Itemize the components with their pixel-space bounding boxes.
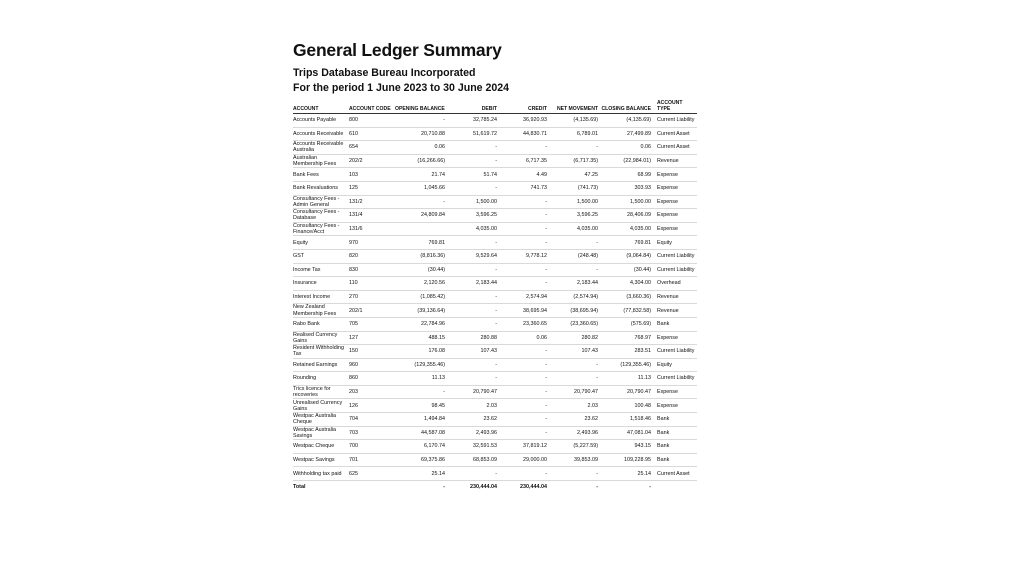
cell-account-code: 103 (349, 168, 395, 182)
cell-debit: 2,183.44 (448, 277, 500, 291)
cell-closing-balance: 769.81 (601, 236, 654, 250)
cell-account-code: 830 (349, 263, 395, 277)
cell-credit: - (500, 399, 550, 413)
cell-net-movement: - (550, 141, 601, 155)
table-row (293, 426, 697, 440)
cell-debit: - (448, 358, 500, 372)
cell-net-movement: - (550, 236, 601, 250)
cell-closing-balance: 283.51 (601, 345, 654, 359)
cell-account: Income Tax (293, 263, 349, 277)
cell-account-type: Expense (654, 168, 697, 182)
table-row (293, 141, 697, 155)
cell-credit: 2,574.94 (500, 290, 550, 304)
cell-debit: - (448, 372, 500, 386)
cell-credit: - (500, 236, 550, 250)
report (293, 38, 697, 494)
cell-credit: 4.49 (500, 168, 550, 182)
cell-opening-balance: 21.74 (395, 168, 448, 182)
cell-closing-balance: 303.93 (601, 181, 654, 195)
total-row (293, 481, 697, 495)
cell-credit: - (500, 413, 550, 427)
cell-closing-balance: 20,790.47 (601, 385, 654, 399)
cell-closing-balance: (3,660.36) (601, 290, 654, 304)
cell-account-type: Bank (654, 317, 697, 331)
table-row (293, 277, 697, 291)
cell-credit: - (500, 222, 550, 236)
table-row (293, 331, 697, 345)
cell-net-movement: - (550, 372, 601, 386)
cell-account: Retained Earnings (293, 358, 349, 372)
cell-account: Resident Withholding Tax (293, 345, 349, 359)
table-row (293, 236, 697, 250)
cell-account-code: 960 (349, 358, 395, 372)
cell-credit: 6,717.35 (500, 154, 550, 168)
cell-account: Trics licence for recoveries (293, 385, 349, 399)
cell-opening-balance: 20,710.88 (395, 127, 448, 141)
cell-account-type: Expense (654, 385, 697, 399)
cell-account-type: Current Asset (654, 141, 697, 155)
table-row (293, 358, 697, 372)
cell-opening-balance: (1,085.42) (395, 290, 448, 304)
cell-net-movement: 20,790.47 (550, 385, 601, 399)
cell-closing-balance: (9,064.84) (601, 249, 654, 263)
cell-debit: 1,500.00 (448, 195, 500, 209)
table-row (293, 440, 697, 454)
cell-debit: 107.43 (448, 345, 500, 359)
cell-account: Rounding (293, 372, 349, 386)
cell-account-type: Revenue (654, 290, 697, 304)
cell-account-type: Bank (654, 453, 697, 467)
cell-closing-balance: 1,500.00 (601, 195, 654, 209)
cell-opening-balance: - (395, 195, 448, 209)
cell-credit: - (500, 141, 550, 155)
cell-closing-balance: 109,228.95 (601, 453, 654, 467)
cell-account-type: Current Liability (654, 114, 697, 128)
cell-account-type: Expense (654, 222, 697, 236)
cell-opening-balance: 24,809.84 (395, 209, 448, 223)
cell-net-movement: 1,500.00 (550, 195, 601, 209)
cell-credit: - (500, 467, 550, 481)
cell-account-code: 705 (349, 317, 395, 331)
header-closing-balance: CLOSING BALANCE (601, 98, 654, 114)
cell-net-movement: 280.82 (550, 331, 601, 345)
cell-debit: 3,596.25 (448, 209, 500, 223)
total-cell-net-movement: - (550, 481, 601, 495)
cell-net-movement: 2,183.44 (550, 277, 601, 291)
cell-opening-balance: 488.15 (395, 331, 448, 345)
cell-net-movement: (248.48) (550, 249, 601, 263)
cell-account: Bank Revaluations (293, 181, 349, 195)
cell-opening-balance: (8,816.36) (395, 249, 448, 263)
cell-debit: - (448, 154, 500, 168)
cell-net-movement: 39,853.09 (550, 453, 601, 467)
cell-account-code: 860 (349, 372, 395, 386)
total-cell-closing-balance: - (601, 481, 654, 495)
cell-account-type: Equity (654, 236, 697, 250)
table-row (293, 114, 697, 128)
cell-account: Westpac Cheque (293, 440, 349, 454)
cell-debit: 280.88 (448, 331, 500, 345)
cell-account: Equity (293, 236, 349, 250)
cell-account-code: 654 (349, 141, 395, 155)
cell-account-code: 125 (349, 181, 395, 195)
cell-account-type: Current Liability (654, 372, 697, 386)
cell-credit: 44,830.71 (500, 127, 550, 141)
cell-debit: - (448, 141, 500, 155)
cell-closing-balance: 1,518.46 (601, 413, 654, 427)
cell-closing-balance: (129,355.46) (601, 358, 654, 372)
cell-account-code: 800 (349, 114, 395, 128)
cell-debit: 2,493.96 (448, 426, 500, 440)
table-row (293, 209, 697, 223)
cell-opening-balance: 25.14 (395, 467, 448, 481)
cell-opening-balance: 176.08 (395, 345, 448, 359)
cell-net-movement: 3,596.25 (550, 209, 601, 223)
cell-closing-balance: (22,984.01) (601, 154, 654, 168)
table-row (293, 195, 697, 209)
cell-account-code: 970 (349, 236, 395, 250)
table-row (293, 467, 697, 481)
cell-debit: 23.62 (448, 413, 500, 427)
header-account-code: ACCOUNT CODE (349, 98, 395, 114)
cell-credit: 741.73 (500, 181, 550, 195)
cell-closing-balance: 4,035.00 (601, 222, 654, 236)
report-title: General Ledger Summary (293, 40, 502, 60)
cell-debit: 2.03 (448, 399, 500, 413)
cell-opening-balance: 98.45 (395, 399, 448, 413)
table-row (293, 345, 697, 359)
cell-account-code: 625 (349, 467, 395, 481)
cell-account-code: 820 (349, 249, 395, 263)
cell-closing-balance: 100.48 (601, 399, 654, 413)
cell-account: Australian Membership Fees (293, 154, 349, 168)
cell-closing-balance: (30.44) (601, 263, 654, 277)
cell-account: Realised Currency Gains (293, 331, 349, 345)
cell-opening-balance: 22,784.96 (395, 317, 448, 331)
cell-debit: 68,853.09 (448, 453, 500, 467)
cell-credit: 36,920.93 (500, 114, 550, 128)
cell-account-type: Bank (654, 440, 697, 454)
cell-opening-balance: - (395, 385, 448, 399)
cell-closing-balance: 27,499.89 (601, 127, 654, 141)
cell-closing-balance: 28,406.09 (601, 209, 654, 223)
cell-closing-balance: (4,135.69) (601, 114, 654, 128)
cell-account: Withholding tax paid (293, 467, 349, 481)
cell-account-code: 110 (349, 277, 395, 291)
cell-opening-balance: 44,587.08 (395, 426, 448, 440)
cell-net-movement: 2,493.96 (550, 426, 601, 440)
cell-account-code: 610 (349, 127, 395, 141)
cell-net-movement: 23.62 (550, 413, 601, 427)
cell-net-movement: 47.25 (550, 168, 601, 182)
total-cell-account: Total (293, 481, 349, 495)
cell-opening-balance (395, 222, 448, 236)
total-cell-opening-balance: - (395, 481, 448, 495)
cell-opening-balance: 1,494.84 (395, 413, 448, 427)
table-row (293, 453, 697, 467)
cell-debit: 20,790.47 (448, 385, 500, 399)
cell-debit: 51.74 (448, 168, 500, 182)
cell-account-type: Expense (654, 209, 697, 223)
cell-credit: - (500, 209, 550, 223)
cell-closing-balance: (575.69) (601, 317, 654, 331)
organisation-name: Trips Database Bureau Incorporated (293, 67, 476, 79)
cell-net-movement: 107.43 (550, 345, 601, 359)
cell-opening-balance: 6,170.74 (395, 440, 448, 454)
table-row (293, 290, 697, 304)
table-row (293, 399, 697, 413)
cell-net-movement: - (550, 263, 601, 277)
total-cell-account-code (349, 481, 395, 495)
cell-credit: - (500, 385, 550, 399)
cell-net-movement: 6,789.01 (550, 127, 601, 141)
cell-debit: 4,035.00 (448, 222, 500, 236)
table-row (293, 168, 697, 182)
cell-credit: 37,819.12 (500, 440, 550, 454)
cell-account: Insurance (293, 277, 349, 291)
total-cell-debit: 230,444.04 (448, 481, 500, 495)
cell-closing-balance: 0.06 (601, 141, 654, 155)
cell-account: Consultancy Fees - Admin General (293, 195, 349, 209)
cell-account: Unrealised Currency Gains (293, 399, 349, 413)
cell-credit: - (500, 372, 550, 386)
cell-account-code: 202/2 (349, 154, 395, 168)
cell-debit: 51,619.72 (448, 127, 500, 141)
cell-account: Consultancy Fees - Finance/Acct (293, 222, 349, 236)
cell-account-type: Expense (654, 331, 697, 345)
cell-credit: - (500, 195, 550, 209)
cell-opening-balance: (30.44) (395, 263, 448, 277)
cell-account-code: 150 (349, 345, 395, 359)
ledger-table (293, 98, 697, 494)
cell-credit: 23,360.65 (500, 317, 550, 331)
cell-credit: 0.06 (500, 331, 550, 345)
cell-account-type: Revenue (654, 304, 697, 318)
cell-debit: - (448, 467, 500, 481)
cell-closing-balance: 25.14 (601, 467, 654, 481)
table-row (293, 249, 697, 263)
cell-account: Accounts Receivable Australia (293, 141, 349, 155)
cell-debit: 32,785.24 (448, 114, 500, 128)
cell-account-code: 270 (349, 290, 395, 304)
cell-debit: 32,591.53 (448, 440, 500, 454)
cell-net-movement: (6,717.35) (550, 154, 601, 168)
cell-net-movement: (38,695.94) (550, 304, 601, 318)
cell-net-movement: (4,135.69) (550, 114, 601, 128)
cell-net-movement: - (550, 467, 601, 481)
cell-account: Interest Income (293, 290, 349, 304)
cell-closing-balance: 47,081.04 (601, 426, 654, 440)
cell-account: Accounts Receivable (293, 127, 349, 141)
cell-opening-balance: 0.06 (395, 141, 448, 155)
cell-account-code: 127 (349, 331, 395, 345)
header-account-type: ACCOUNT TYPE (654, 98, 697, 114)
cell-opening-balance: - (395, 114, 448, 128)
cell-debit: - (448, 181, 500, 195)
cell-opening-balance: (16,266.66) (395, 154, 448, 168)
cell-opening-balance: 769.81 (395, 236, 448, 250)
cell-net-movement: (2,574.94) (550, 290, 601, 304)
cell-net-movement: 2.03 (550, 399, 601, 413)
cell-account: Westpac Australia Cheque (293, 413, 349, 427)
cell-account-type: Overhead (654, 277, 697, 291)
cell-account-type: Expense (654, 195, 697, 209)
header-credit: CREDIT (500, 98, 550, 114)
cell-account-code: 126 (349, 399, 395, 413)
header-account: ACCOUNT (293, 98, 349, 114)
cell-closing-balance: 4,304.00 (601, 277, 654, 291)
cell-account: Westpac Australia Savings (293, 426, 349, 440)
total-cell-credit: 230,444.04 (500, 481, 550, 495)
cell-account: Westpac Savings (293, 453, 349, 467)
cell-account-code: 131/4 (349, 209, 395, 223)
cell-credit: 38,695.94 (500, 304, 550, 318)
cell-account-code: 131/2 (349, 195, 395, 209)
cell-debit: - (448, 236, 500, 250)
cell-debit: - (448, 290, 500, 304)
cell-credit: - (500, 263, 550, 277)
report-period: For the period 1 June 2023 to 30 June 2024 (293, 82, 510, 94)
cell-account-type: Current Asset (654, 127, 697, 141)
cell-account-code: 703 (349, 426, 395, 440)
table-header-row (293, 98, 697, 114)
cell-account-type: Equity (654, 358, 697, 372)
cell-account-type: Current Liability (654, 345, 697, 359)
cell-debit: - (448, 317, 500, 331)
cell-credit: - (500, 345, 550, 359)
table-row (293, 304, 697, 318)
table-row (293, 413, 697, 427)
header-debit: DEBIT (448, 98, 500, 114)
cell-debit: - (448, 304, 500, 318)
cell-account-code: 202/1 (349, 304, 395, 318)
cell-opening-balance: 1,045.66 (395, 181, 448, 195)
table-row (293, 222, 697, 236)
cell-closing-balance: 11.13 (601, 372, 654, 386)
cell-opening-balance: 11.13 (395, 372, 448, 386)
cell-credit: 9,778.12 (500, 249, 550, 263)
table-row (293, 317, 697, 331)
cell-account-code: 704 (349, 413, 395, 427)
cell-debit: 9,529.64 (448, 249, 500, 263)
cell-account-type: Current Liability (654, 263, 697, 277)
cell-net-movement: (741.73) (550, 181, 601, 195)
cell-debit: - (448, 263, 500, 277)
cell-account-type: Revenue (654, 154, 697, 168)
cell-opening-balance: (39,136.64) (395, 304, 448, 318)
cell-closing-balance: (77,832.58) (601, 304, 654, 318)
table-row (293, 154, 697, 168)
header-net-movement: NET MOVEMENT (550, 98, 601, 114)
table-row (293, 372, 697, 386)
cell-net-movement: (5,227.59) (550, 440, 601, 454)
cell-credit: - (500, 277, 550, 291)
table-row (293, 127, 697, 141)
cell-net-movement: - (550, 358, 601, 372)
cell-account-type: Expense (654, 399, 697, 413)
cell-credit: - (500, 358, 550, 372)
table-row (293, 263, 697, 277)
table-row (293, 181, 697, 195)
cell-account: Consultancy Fees - Database (293, 209, 349, 223)
cell-net-movement: (23,360.65) (550, 317, 601, 331)
cell-closing-balance: 68.99 (601, 168, 654, 182)
cell-opening-balance: (129,355.46) (395, 358, 448, 372)
cell-account: New Zealand Membership Fees (293, 304, 349, 318)
header-opening-balance: OPENING BALANCE (395, 98, 448, 114)
cell-opening-balance: 2,120.56 (395, 277, 448, 291)
cell-account-type: Current Asset (654, 467, 697, 481)
cell-closing-balance: 768.97 (601, 331, 654, 345)
cell-account: Accounts Payable (293, 114, 349, 128)
cell-account-code: 203 (349, 385, 395, 399)
cell-account-type: Bank (654, 426, 697, 440)
cell-account-type: Expense (654, 181, 697, 195)
cell-account-type: Bank (654, 413, 697, 427)
cell-account: Rabo Bank (293, 317, 349, 331)
cell-account-code: 700 (349, 440, 395, 454)
cell-credit: 29,000.00 (500, 453, 550, 467)
table-row (293, 385, 697, 399)
cell-closing-balance: 943.15 (601, 440, 654, 454)
cell-account-code: 701 (349, 453, 395, 467)
cell-account: GST (293, 249, 349, 263)
cell-credit: - (500, 426, 550, 440)
cell-net-movement: 4,035.00 (550, 222, 601, 236)
cell-account: Bank Fees (293, 168, 349, 182)
cell-opening-balance: 69,375.86 (395, 453, 448, 467)
cell-account-type: Current Liability (654, 249, 697, 263)
total-cell-account-type (654, 481, 697, 495)
cell-account-code: 131/6 (349, 222, 395, 236)
